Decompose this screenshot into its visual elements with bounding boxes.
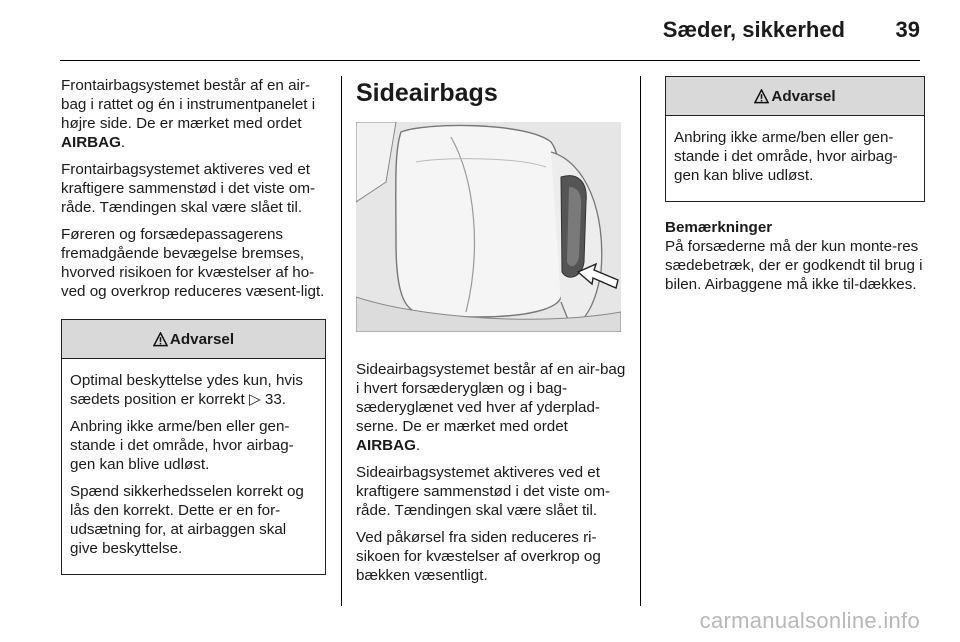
page-header <box>0 0 960 64</box>
warning-header: Advarsel <box>62 320 325 359</box>
airbag-label: AIRBAG <box>61 134 121 151</box>
note-title: Bemærkninger <box>665 219 773 236</box>
column-left <box>61 76 326 575</box>
warning-box <box>665 76 925 202</box>
watermark: carmanualsonline.info <box>699 608 920 633</box>
section-heading: Sideairbags <box>356 79 498 107</box>
warning-item: Anbring ikke arme/ben eller gen-stande i det område, hvor airbag-gen kan blive udløst. <box>674 129 898 184</box>
warning-item: Anbring ikke arme/ben eller gen-stande i det område, hvor airbag-gen kan blive udløst. <box>70 418 294 473</box>
airbag-label: AIRBAG <box>356 437 416 454</box>
warning-body <box>666 116 924 201</box>
warning-icon <box>153 332 168 347</box>
warning-item: Optimal beskyttelse ydes kun, hvis sædets position er korrekt ▷ 33. <box>70 372 303 408</box>
page-reference[interactable]: 33 <box>264 391 282 408</box>
paragraph: Sideairbagsystemet aktiveres ved et kraftigere sammenstød i det viste om-råde. Tændingen skal være slået til. <box>356 464 611 519</box>
paragraph: Sideairbagsystemet består af en air-bag i hvert forsæderyglæn og i bag-sæderyglænet ved hver af yderplad-serne. De er mærket med ordet AIRBAG. <box>356 361 626 454</box>
seat-airbag-illustration <box>356 122 621 332</box>
column-middle <box>356 76 632 593</box>
warning-item: Spænd sikkerhedsselen korrekt og lås den korrekt. Dette er en for-udsætning for, at airbaggen skal give beskyttelse. <box>70 483 304 557</box>
paragraph: Frontairbagsystemet består af en air-bag i rattet og én i instrumentpanelet i højre side. De er mærket med ordet AIRBAG. <box>61 77 316 151</box>
paragraph: Frontairbagsystemet aktiveres ved et kraftigere sammenstød i det viste om-råde. Tændingen skal være slået til. <box>61 161 316 216</box>
note-text: På forsæderne må der kun monte-res sædebetræk, der er godkendt til brug i bilen. Airbaggene må ikke til-dækkes. <box>665 238 923 293</box>
header-rule <box>60 60 920 61</box>
paragraph: Ved påkørsel fra siden reduceres ri-sikoen for kvæstelser af overkrop og bækken væsentligt. <box>356 529 601 584</box>
warning-box <box>61 319 326 575</box>
paragraph: Føreren og forsædepassagerens fremadgående bevægelse bremses, hvorved risikoen for kvæstelser af ho-ved og overkrop reduceres væsent-ligt. <box>61 226 325 300</box>
warning-body <box>62 359 325 574</box>
column-divider-1 <box>341 76 342 606</box>
warning-icon <box>754 89 769 104</box>
page-reference-icon: ▷ <box>248 391 261 408</box>
column-divider-2 <box>640 76 641 606</box>
column-right <box>665 76 925 294</box>
warning-header: Advarsel <box>666 77 924 116</box>
page-number: 39 <box>895 17 920 42</box>
page-title: Sæder, sikkerhed <box>662 17 845 42</box>
